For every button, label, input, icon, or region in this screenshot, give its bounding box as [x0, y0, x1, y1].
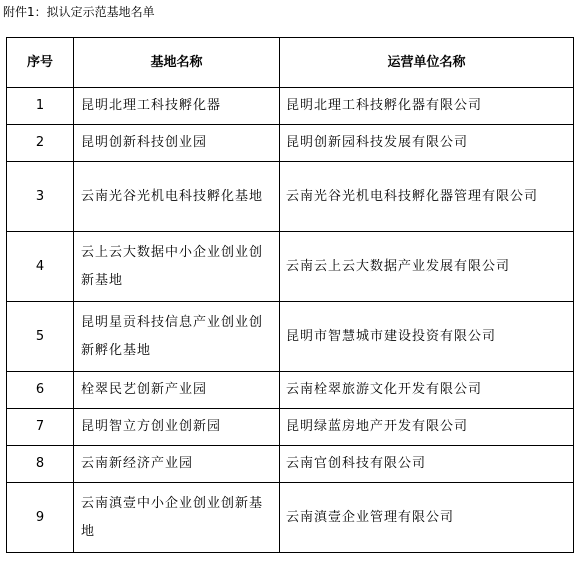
row-base-name: 云南新经济产业园	[74, 446, 280, 483]
document-title: 附件1：拟认定示范基地名单	[3, 5, 155, 19]
table-row	[7, 162, 574, 232]
base-list-table	[6, 37, 574, 553]
row-base-name: 昆明北理工科技孵化器	[74, 88, 280, 125]
header-serial-number: 序号	[7, 38, 74, 88]
table-row	[7, 232, 574, 302]
table-row	[7, 125, 574, 162]
row-operator-name: 云南官创科技有限公司	[280, 446, 574, 483]
row-base-name: 云南滇壹中小企业创业创新基地	[74, 483, 280, 553]
row-serial-number: 1	[7, 88, 74, 125]
table-row	[7, 409, 574, 446]
row-base-name: 昆明创新科技创业园	[74, 125, 280, 162]
row-serial-number: 4	[7, 232, 74, 302]
header-base-name: 基地名称	[74, 38, 280, 88]
table-row	[7, 88, 574, 125]
row-operator-name: 云南滇壹企业管理有限公司	[280, 483, 574, 553]
table-row	[7, 483, 574, 553]
row-serial-number: 5	[7, 302, 74, 372]
row-operator-name: 云南云上云大数据产业发展有限公司	[280, 232, 574, 302]
row-base-name: 云南光谷光机电科技孵化基地	[74, 162, 280, 232]
row-serial-number: 9	[7, 483, 74, 553]
row-base-name: 昆明星贡科技信息产业创业创新孵化基地	[74, 302, 280, 372]
table-row	[7, 446, 574, 483]
row-operator-name: 昆明创新园科技发展有限公司	[280, 125, 574, 162]
table-row	[7, 372, 574, 409]
row-base-name: 栓翠民艺创新产业园	[74, 372, 280, 409]
header-operator-name: 运营单位名称	[280, 38, 574, 88]
row-serial-number: 8	[7, 446, 74, 483]
row-serial-number: 2	[7, 125, 74, 162]
row-operator-name: 昆明北理工科技孵化器有限公司	[280, 88, 574, 125]
row-serial-number: 7	[7, 409, 74, 446]
row-base-name: 昆明智立方创业创新园	[74, 409, 280, 446]
row-operator-name: 云南栓翠旅游文化开发有限公司	[280, 372, 574, 409]
table-header-row	[7, 38, 574, 88]
row-operator-name: 昆明绿蓝房地产开发有限公司	[280, 409, 574, 446]
row-base-name: 云上云大数据中小企业创业创新基地	[74, 232, 280, 302]
row-serial-number: 6	[7, 372, 74, 409]
table-row	[7, 302, 574, 372]
row-operator-name: 昆明市智慧城市建设投资有限公司	[280, 302, 574, 372]
row-operator-name: 云南光谷光机电科技孵化器管理有限公司	[280, 162, 574, 232]
row-serial-number: 3	[7, 162, 74, 232]
